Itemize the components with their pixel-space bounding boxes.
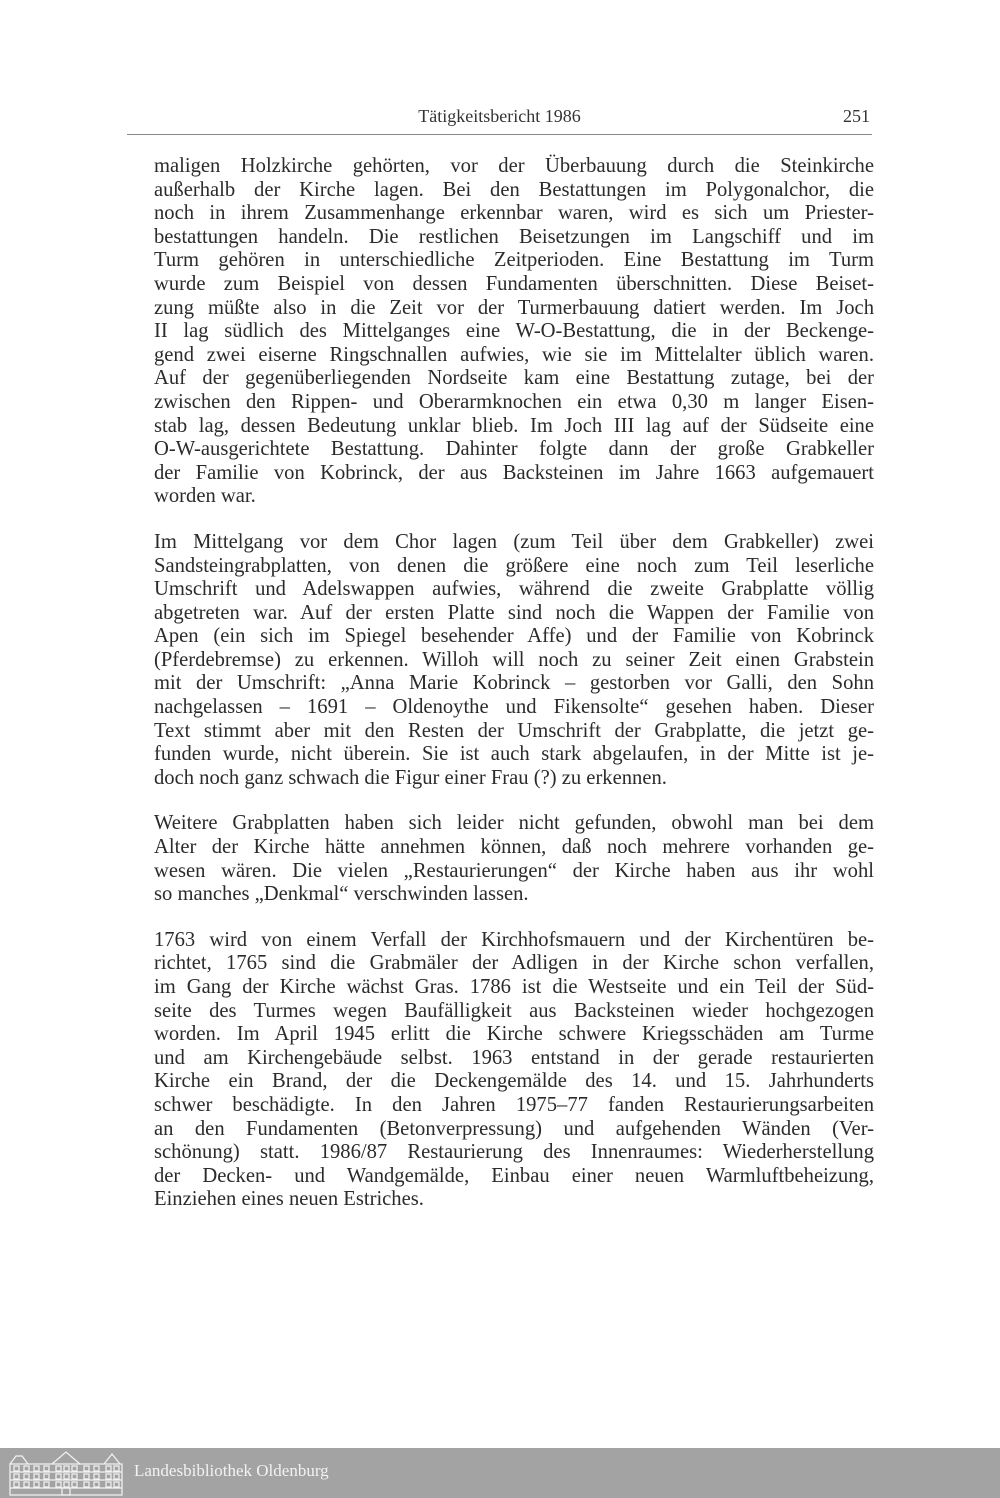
text-line: Apen (ein sich im Spiegel besehender Affe) und der Familie von Kobrinck — [154, 625, 874, 648]
library-name: Landesbibliothek Oldenburg — [134, 1461, 329, 1480]
text-line: Sandsteingrabplatten, von denen die größere eine noch zum Teil leserliche — [154, 554, 874, 577]
text-line: so manches „Denkmal“ verschwinden lassen. — [154, 883, 529, 906]
text-line: O-W-ausgerichtete Bestattung. Dahinter folgte dann der große Grabkeller — [154, 438, 874, 461]
text-line: Turm gehören in unterschiedliche Zeitperioden. Eine Bestattung im Turm — [154, 249, 874, 272]
text-line: Im Mittelgang vor dem Chor lagen (zum Teil über dem Grabkeller) zwei — [154, 530, 874, 553]
text-line: außerhalb der Kirche lagen. Bei den Bestattungen im Polygonalchor, die — [154, 178, 874, 201]
text-line: der Familie von Kobrinck, der aus Backsteinen im Jahre 1663 aufgemauert — [154, 461, 874, 484]
text-line: Weitere Grabplatten haben sich leider nicht gefunden, obwohl man bei dem — [154, 812, 874, 835]
text-line: Alter der Kirche hätte annehmen können, daß noch mehrere vorhanden ge- — [154, 836, 874, 859]
text-line: und am Kirchengebäude selbst. 1963 entstand in der gerade restaurierten — [154, 1046, 874, 1069]
text-line: Auf der gegenüberliegenden Nordseite kam eine Bestattung zutage, bei der — [154, 367, 874, 390]
text-line: II lag südlich des Mittelganges eine W-O-Bestattung, die in der Beckenge- — [154, 320, 874, 343]
text-line: seite des Turmes wegen Baufälligkeit aus Backsteinen wieder hochgezogen — [154, 999, 874, 1022]
text-line: funden wurde, nicht überein. Sie ist auch stark abgelaufen, in der Mitte ist je- — [154, 743, 874, 766]
text-line: (Pferdebremse) zu erkennen. Willoh will noch zu seiner Zeit einen Grabstein — [154, 648, 874, 671]
text-line: nachgelassen – 1691 – Oldenoythe und Fikensolte“ gesehen haben. Dieser — [154, 696, 874, 719]
text-line: richtet, 1765 sind die Grabmäler der Adligen in der Kirche schon verfallen, — [154, 952, 874, 975]
text-line: worden. Im April 1945 erlitt die Kirche schwere Kriegsschäden am Turme — [154, 1023, 874, 1046]
text-line: noch in ihrem Zusammenhange erkennbar waren, wird es sich um Priester- — [154, 202, 874, 225]
text-line: 1763 wird von einem Verfall der Kirchhofsmauern und der Kirchentüren be- — [154, 928, 874, 951]
text-line: schwer beschädigte. In den Jahren 1975–77 fanden Restaurierungsarbeiten — [154, 1093, 874, 1116]
text-line: der Decken- und Wandgemälde, Einbau einer neuen Warmluftbeheizung, — [154, 1164, 874, 1187]
paragraph — [154, 812, 874, 906]
text-line: wurde zum Beispiel von dessen Fundamenten überschnitten. Diese Beiset- — [154, 272, 874, 295]
paragraph — [154, 155, 874, 509]
running-title: Tätigkeitsbericht 1986 — [418, 106, 581, 126]
text-line: Kirche ein Brand, der die Deckengemälde des 14. und 15. Jahrhunderts — [154, 1070, 874, 1093]
text-line: maligen Holzkirche gehörten, vor der Überbauung durch die Steinkirche — [154, 155, 874, 177]
text-line: schönung) statt. 1986/87 Restaurierung des Innenraumes: Wiederherstellung — [154, 1141, 874, 1164]
text-line: bestattungen handeln. Die restlichen Beisetzungen im Langschiff und im — [154, 225, 874, 248]
text-line: doch noch ganz schwach die Figur einer Frau (?) zu erkennen. — [154, 766, 667, 789]
text-line: im Gang der Kirche wächst Gras. 1786 ist die Westseite und ein Teil der Süd- — [154, 976, 874, 998]
text-line: stab lag, dessen Bedeutung unklar blieb. Im Joch III lag auf der Südseite eine — [154, 414, 874, 437]
paragraph — [154, 929, 874, 1212]
footer-banner — [0, 1448, 1000, 1498]
page-number: 251 — [843, 106, 870, 126]
text-line: Einziehen eines neuen Estriches. — [154, 1188, 424, 1211]
library-building-icon — [8, 1450, 124, 1496]
text-line: zung müßte also in die Zeit vor der Turmerbauung datiert werden. Im Joch — [154, 296, 874, 319]
text-line: Text stimmt aber mit den Resten der Umschrift der Grabplatte, die jetzt ge- — [154, 719, 874, 742]
page-header — [127, 100, 872, 135]
text-line: abgetreten war. Auf der ersten Platte sind noch die Wappen der Familie von — [154, 601, 874, 624]
text-line: worden war. — [154, 485, 256, 508]
paragraph — [154, 531, 874, 791]
text-line: an den Fundamenten (Betonverpressung) und aufgehenden Wänden (Ver- — [154, 1117, 874, 1140]
text-line: mit der Umschrift: „Anna Marie Kobrinck – gestorben vor Galli, den Sohn — [154, 672, 874, 695]
text-line: gend zwei eiserne Ringschnallen aufwies, wie sie im Mittelalter üblich waren. — [154, 343, 874, 366]
text-line: zwischen den Rippen- und Oberarmknochen ein etwa 0,30 m langer Eisen- — [154, 390, 874, 413]
text-line: wesen wären. Die vielen „Restaurierungen“ der Kirche haben aus ihr wohl — [154, 859, 874, 882]
body-text — [154, 155, 874, 1234]
text-line: Umschrift und Adelswappen aufwies, während die zweite Grabplatte völlig — [154, 578, 874, 601]
